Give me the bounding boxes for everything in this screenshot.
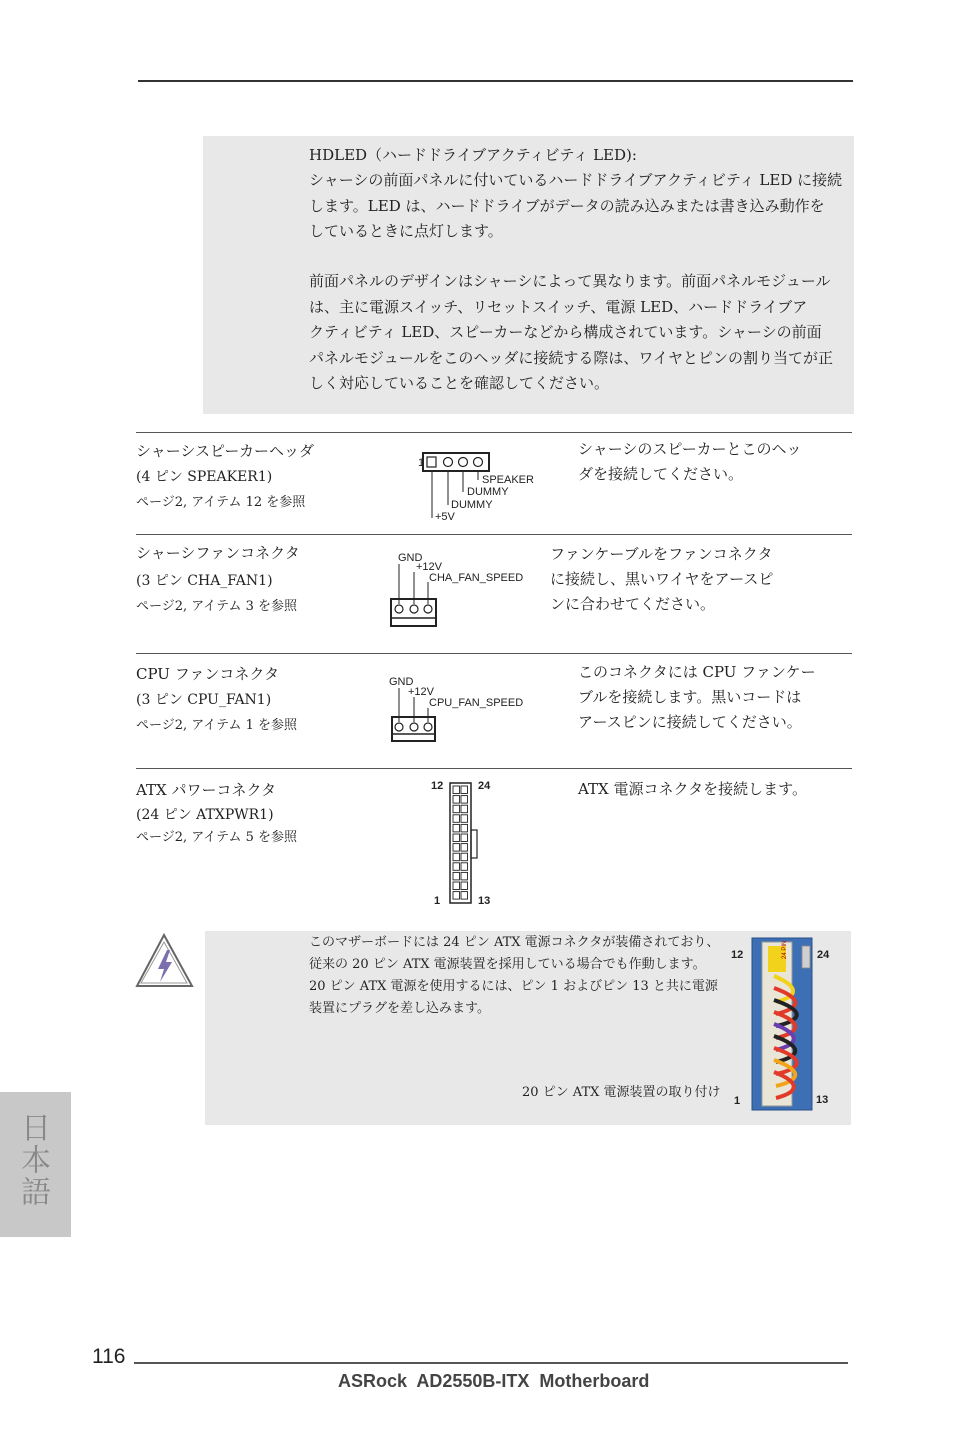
atx-pin [453,834,460,842]
atx-pin [461,844,468,852]
atx-pin [453,796,460,804]
language-tab [0,1092,71,1237]
connector-pin [424,723,432,731]
dummy-pin-label: DUMMY [467,486,509,498]
atx-pin [453,863,460,871]
note-line: このマザーボードには 24 ピン ATX 電源コネクタが装備されており、 [309,935,720,950]
cpu-fan-desc [578,660,816,735]
atx-pin [461,805,468,813]
hdled-note-title: HDLED（ハードドライブアクティビティ LED): [309,146,637,164]
row-divider [136,768,852,769]
row-divider [136,432,852,433]
connector-pin [395,605,403,613]
connector-pin [424,605,432,613]
row-divider [136,534,852,535]
photo-pin1-label: 1 [734,1095,741,1107]
dummy-pin-label: DUMMY [451,499,493,511]
hdled-note-paragraph-2 [309,269,849,397]
pin1-label: 1 [434,895,441,907]
svg-text:24 PIN: 24 PIN [782,940,788,959]
five-volt-pin-label: +5V [435,511,455,523]
note-line: 20 ピン ATX 電源を使用するには、ピン 1 およびピン 13 と共に電源 [309,979,718,994]
note-line: します。LED は、ハードドライブがデータの読み込みまたは書き込み動作を [309,196,825,215]
note-line: クティビティ LED、スピーカーなどから構成されています。シャーシの前面 [309,323,822,341]
atx-pin [453,815,460,823]
desc-line: アースピンに接続してください。 [578,713,802,731]
atx-pin [453,844,460,852]
hdled-note-paragraph-1 [309,168,849,245]
note-line: しく対応していることを確認してください。 [309,374,610,392]
chassis-fan-desc [550,542,773,617]
twelve-volt-pin-label: +12V [416,561,442,573]
chassis-fan-pins: (3 ピン CHA_FAN1) [136,573,273,589]
connector-pin [410,605,418,613]
twelve-volt-pin-label: +12V [408,686,434,698]
atx-power-name: ATX パワーコネクタ [136,781,277,799]
atx-pin [453,786,460,794]
desc-line: ブルを接続します。黒いコードは [578,688,802,706]
atx-pin [453,824,460,832]
atx-pin [453,805,460,813]
fan-speed-pin-label: CHA_FAN_SPEED [429,572,524,584]
atx-pin [461,863,468,871]
atx-pin [461,853,468,861]
cpu-fan-name: CPU ファンコネクタ [136,665,280,683]
atx-power-diagram [425,776,505,910]
gnd-pin-label: GND [389,676,414,688]
desc-line: ンに合わせてください。 [550,595,716,613]
connector-outline [423,453,489,471]
fan-speed-pin-label: CPU_FAN_SPEED [429,697,524,709]
speaker-header-ref: ページ2, アイテム 12 を参照 [136,495,306,510]
row-divider [136,653,852,654]
atx-pin [461,892,468,900]
atx-power-ref: ページ2, アイテム 5 を参照 [136,830,297,845]
atx-pin [453,882,460,890]
atx-power-pins: (24 ピン ATXPWR1) [136,807,274,823]
note-line: 従来の 20 ピン ATX 電源装置を採用している場合でも作動します。 [309,957,706,972]
desc-line: ATX 電源コネクタを接続します。 [578,780,807,798]
note-line: は、主に電源スイッチ、リセットスイッチ、電源 LED、ハードドライブア [309,297,808,316]
note-line: シャーシの前面パネルに付いているハードドライブアクティビティ LED に接続 [309,171,843,189]
chassis-fan-diagram [386,548,526,630]
desc-line: シャーシのスピーカーとこのヘッ [578,440,802,458]
speaker-header-desc [578,437,802,487]
connector-pin [395,723,403,731]
cpu-fan-diagram [386,672,526,748]
atx-pin [461,824,468,832]
connector-pin [459,458,468,467]
connector-pin [427,457,436,467]
footer-rule [134,1362,848,1364]
pin-grid [453,786,468,899]
pin13-label: 13 [478,895,491,907]
note-line: しているときに点灯します。 [309,222,503,240]
photo-pin12-label: 12 [731,949,744,961]
note-line: 装置にプラグを差し込みます。 [309,1001,490,1016]
speaker-header-diagram [412,448,542,526]
desc-line: このコネクタには CPU ファンケー [578,663,816,681]
atx-pin [461,786,468,794]
atx-pin [453,853,460,861]
photo-pin13-label: 13 [816,1094,829,1106]
language-tab-label: 日本語 [15,1112,50,1208]
connector-pin [410,723,418,731]
atx-pin [461,815,468,823]
atx-note-text [309,932,729,1020]
atx-power-desc [578,777,807,802]
atx-pin [453,872,460,880]
warning-icon [134,932,196,990]
atx-install-photo [728,936,840,1112]
cpu-fan-pins: (3 ピン CPU_FAN1) [136,692,272,708]
connector-pin [444,458,453,467]
pin24-label: 24 [478,780,491,792]
note-line: パネルモジュールをこのヘッダに接続する際は、ワイヤとピンの割り当てが正 [309,348,833,367]
speaker-header-pins: (4 ピン SPEAKER1) [136,469,273,485]
desc-line: ファンケーブルをファンコネクタ [550,545,773,563]
top-rule [138,80,853,82]
atx-note-caption: 20 ピン ATX 電源装置の取り付け [522,1085,721,1100]
cpu-fan-ref: ページ2, アイテム 1 を参照 [136,718,297,733]
chassis-fan-name: シャーシファンコネクタ [136,544,300,562]
atx-pin [461,872,468,880]
atx-pin [461,834,468,842]
connector-pin [474,458,483,467]
footer-product-name: ASRock AD2550B-ITX Motherboard [338,1371,650,1391]
atx-pin [453,892,460,900]
photo-pin24-label: 24 [817,949,830,961]
atx-pin [461,796,468,804]
connector-latch [471,830,477,858]
gnd-pin-label: GND [398,552,423,564]
atx-pin [461,882,468,890]
speaker-header-name: シャーシスピーカーヘッダ [136,442,315,460]
pin1-label: 1 [418,457,425,469]
speaker-pin-label: SPEAKER [482,474,534,486]
page-number: 116 [92,1345,126,1368]
desc-line: ダを接続してください。 [578,465,744,483]
desc-line: に接続し、黒いワイヤをアースピ [550,570,774,588]
pin12-label: 12 [431,780,444,792]
chassis-fan-ref: ページ2, アイテム 3 を参照 [136,599,297,614]
note-line: 前面パネルのデザインはシャーシによって異なります。前面パネルモジュール [309,272,831,290]
